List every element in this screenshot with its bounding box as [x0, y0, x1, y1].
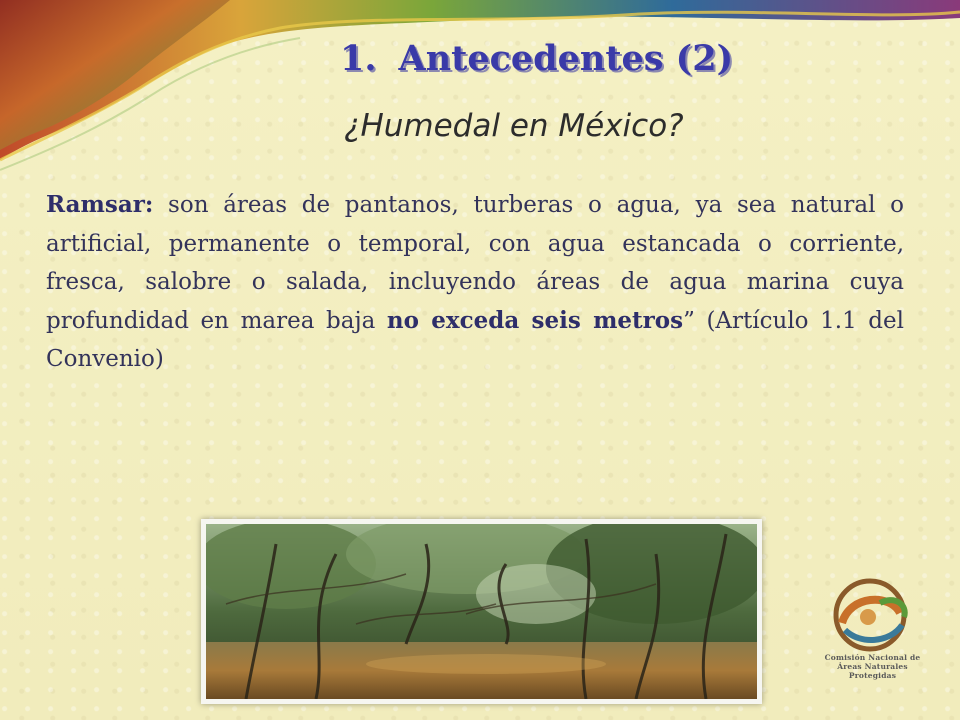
- logo-line-1: Comisión Nacional de: [824, 653, 921, 662]
- slide-subtitle: ¿Humedal en México?: [344, 108, 684, 144]
- mangrove-illustration: [206, 524, 757, 699]
- definition-text-2: ” (Artículo 1.1 del Convenio): [46, 307, 904, 372]
- title-number: 1.: [340, 38, 377, 79]
- mangrove-photo: [201, 519, 762, 704]
- slide-title: [340, 38, 740, 79]
- logo-line-2: Áreas Naturales: [837, 662, 908, 671]
- conanp-emblem-icon: [820, 575, 925, 653]
- title-text: Antecedentes (2): [398, 38, 734, 79]
- definition-term: Ramsar:: [46, 191, 154, 218]
- decorative-banner: [0, 0, 960, 180]
- conanp-logo: [820, 575, 925, 695]
- definition-emphasis: no exceda seis metros: [386, 306, 684, 334]
- definition-paragraph: [46, 186, 904, 379]
- conanp-logo-text: [820, 653, 925, 680]
- definition-text-1: son áreas de pantanos, turberas o agua, ya sea natural o artificial, permanente o temporal, con agua estancada o corriente, fresca, salobre o salada, incluyendo áreas de agua marina cuya profundidad en marea baja: [46, 192, 904, 334]
- logo-line-3: Protegidas: [848, 671, 897, 680]
